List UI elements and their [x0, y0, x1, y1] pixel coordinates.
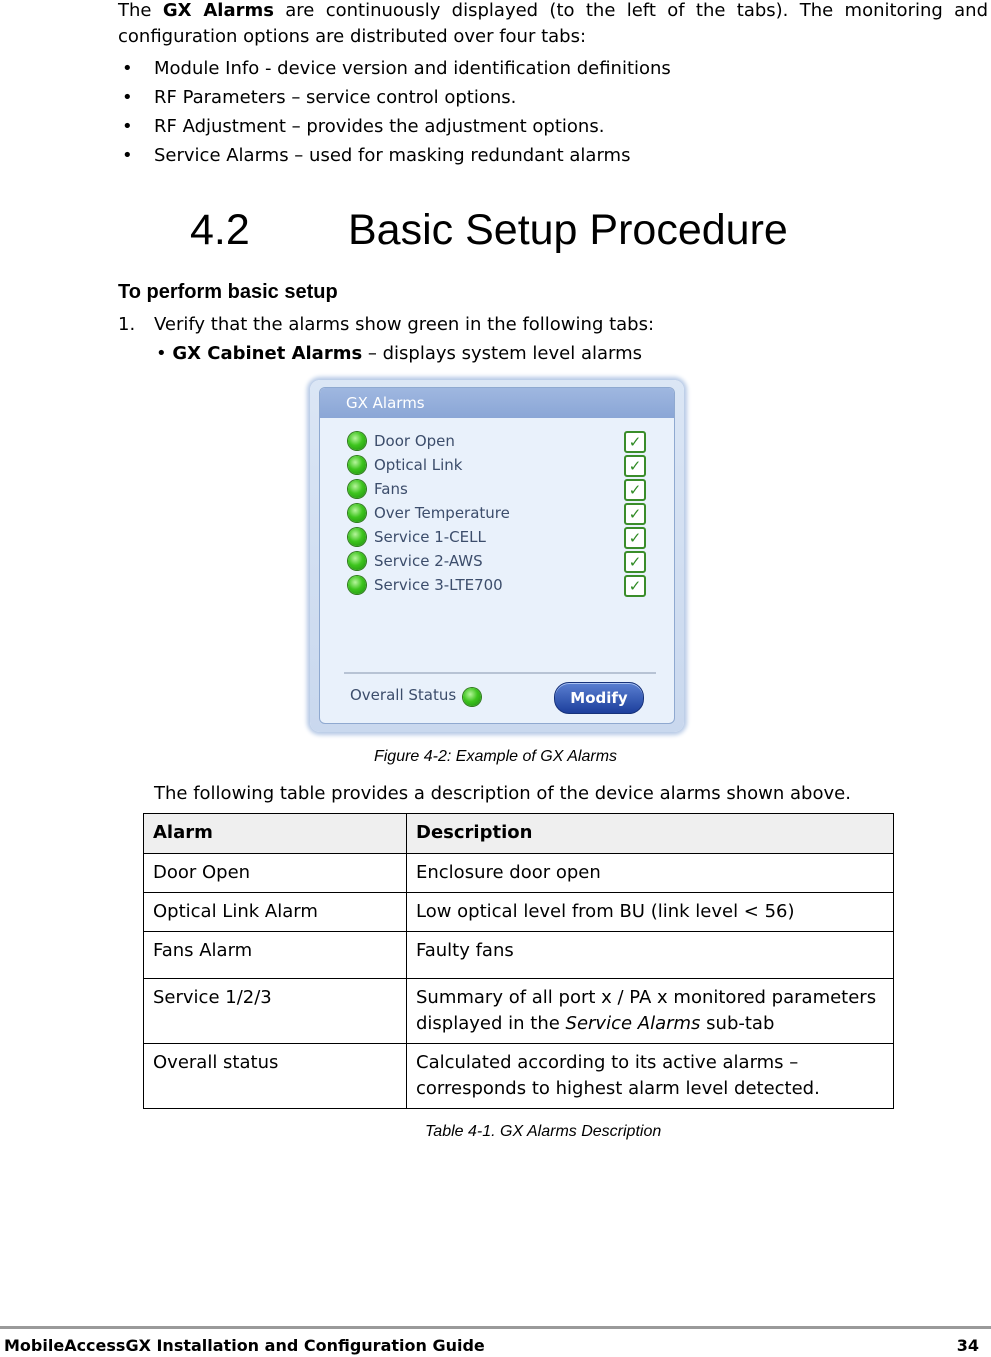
description-cell: Enclosure door open: [407, 854, 894, 893]
description-text: Summary of all port x / PA x monitored parameters displayed in the: [416, 987, 877, 1034]
section-title: Basic Setup Procedure: [348, 206, 788, 254]
modify-button[interactable]: Modify: [554, 682, 644, 714]
alarm-cell: Service 1/2/3: [144, 979, 407, 1044]
step-1: [118, 312, 654, 338]
table-row: [144, 893, 894, 932]
checkbox-checked-icon[interactable]: ✓: [624, 431, 646, 453]
overall-status-icon: [463, 688, 481, 706]
green-status-icon: [348, 480, 366, 498]
alarm-row-over-temperature: [348, 501, 648, 525]
list-item: [118, 114, 671, 143]
green-status-icon: [348, 576, 366, 594]
section-heading: [190, 204, 788, 256]
alarm-row-service-1: [348, 525, 648, 549]
alarm-label: Door Open: [374, 432, 455, 450]
alarm-cell: Fans Alarm: [144, 932, 407, 979]
list-item: [118, 56, 671, 85]
table-row: [144, 979, 894, 1044]
checkbox-checked-icon[interactable]: ✓: [624, 527, 646, 549]
panel-title: GX Alarms: [320, 388, 674, 418]
checkbox-checked-icon[interactable]: ✓: [624, 479, 646, 501]
page-number: 34: [956, 1336, 979, 1355]
section-number: 4.2: [190, 206, 250, 254]
alarm-label: Optical Link: [374, 456, 463, 474]
green-status-icon: [348, 552, 366, 570]
alarm-cell: Overall status: [144, 1044, 407, 1109]
list-item-text: RF Adjustment – provides the adjustment options.: [154, 116, 605, 137]
bullet-icon: •: [122, 116, 133, 137]
alarm-label: Over Temperature: [374, 504, 510, 522]
description-cell: [407, 979, 894, 1044]
table-row: [144, 854, 894, 893]
overall-status-label: Overall Status: [350, 686, 457, 704]
panel-divider: [344, 672, 656, 674]
alarm-label: Service 3-LTE700: [374, 576, 503, 594]
gx-alarms-panel: [319, 387, 675, 724]
table-caption: Table 4-1. GX Alarms Description: [425, 1123, 662, 1140]
sub-bullet-bold: GX Cabinet Alarms: [172, 343, 363, 364]
green-status-icon: [348, 432, 366, 450]
description-cell: Low optical level from BU (link level < 56): [407, 893, 894, 932]
green-status-icon: [348, 528, 366, 546]
description-cell: Calculated according to its active alarms – corresponds to highest alarm level detected.: [407, 1044, 894, 1109]
column-header-description: Description: [407, 814, 894, 854]
list-item: [118, 85, 671, 114]
alarm-row-fans: [348, 477, 648, 501]
alarm-cell: Optical Link Alarm: [144, 893, 407, 932]
sub-bullet-text: – displays system level alarms: [362, 343, 643, 364]
alarm-label: Service 1-CELL: [374, 528, 486, 546]
bullet-icon: •: [122, 58, 133, 79]
list-item-text: Module Info - device version and identification definitions: [154, 58, 671, 79]
table-intro: The following table provides a description of the device alarms shown above.: [154, 783, 851, 804]
list-item: [118, 143, 671, 172]
alarm-row-service-3: [348, 573, 648, 597]
checkbox-checked-icon[interactable]: ✓: [624, 503, 646, 525]
step-text: Verify that the alarms show green in the following tabs:: [154, 314, 655, 335]
figure-caption: Figure 4-2: Example of GX Alarms: [373, 748, 618, 765]
alarm-label: Fans: [374, 480, 408, 498]
green-status-icon: [348, 504, 366, 522]
list-item-text: Service Alarms – used for masking redundant alarms: [154, 145, 631, 166]
footer-title: MobileAccessGX Installation and Configuration Guide: [4, 1336, 485, 1355]
list-item-text: RF Parameters – service control options.: [154, 87, 517, 108]
checkbox-checked-icon[interactable]: ✓: [624, 551, 646, 573]
alarm-row-optical-link: [348, 453, 648, 477]
intro-bold: GX Alarms: [162, 0, 274, 21]
table-row: [144, 1044, 894, 1109]
intro-post: are continuously displayed (to the left of the tabs). The monitoring and configuration options are distributed over four tabs:: [118, 0, 988, 47]
checkbox-checked-icon[interactable]: ✓: [624, 455, 646, 477]
checkbox-checked-icon[interactable]: ✓: [624, 575, 646, 597]
description-italic: Service Alarms: [565, 1013, 701, 1034]
intro-pre: The: [118, 0, 163, 21]
step-number: 1.: [118, 314, 136, 335]
alarm-label: Service 2-AWS: [374, 552, 483, 570]
sub-bullet: [156, 341, 642, 367]
alarm-row-service-2: [348, 549, 648, 573]
tab-list: [118, 56, 671, 172]
alarm-row-door-open: [348, 429, 648, 453]
description-cell: Faulty fans: [407, 932, 894, 979]
green-status-icon: [348, 456, 366, 474]
column-header-alarm: Alarm: [144, 814, 407, 854]
bullet-icon: •: [122, 145, 133, 166]
alarm-description-table: [143, 813, 894, 1109]
description-text: sub-tab: [700, 1013, 775, 1034]
bullet-icon: •: [122, 87, 133, 108]
gx-alarms-figure: [310, 380, 684, 732]
bullet-icon: •: [156, 343, 173, 364]
subheading: To perform basic setup: [118, 281, 338, 303]
footer-divider: [0, 1326, 991, 1329]
table-header-row: [144, 814, 894, 854]
table-row: [144, 932, 894, 979]
alarm-cell: Door Open: [144, 854, 407, 893]
intro-paragraph: [118, 0, 988, 50]
